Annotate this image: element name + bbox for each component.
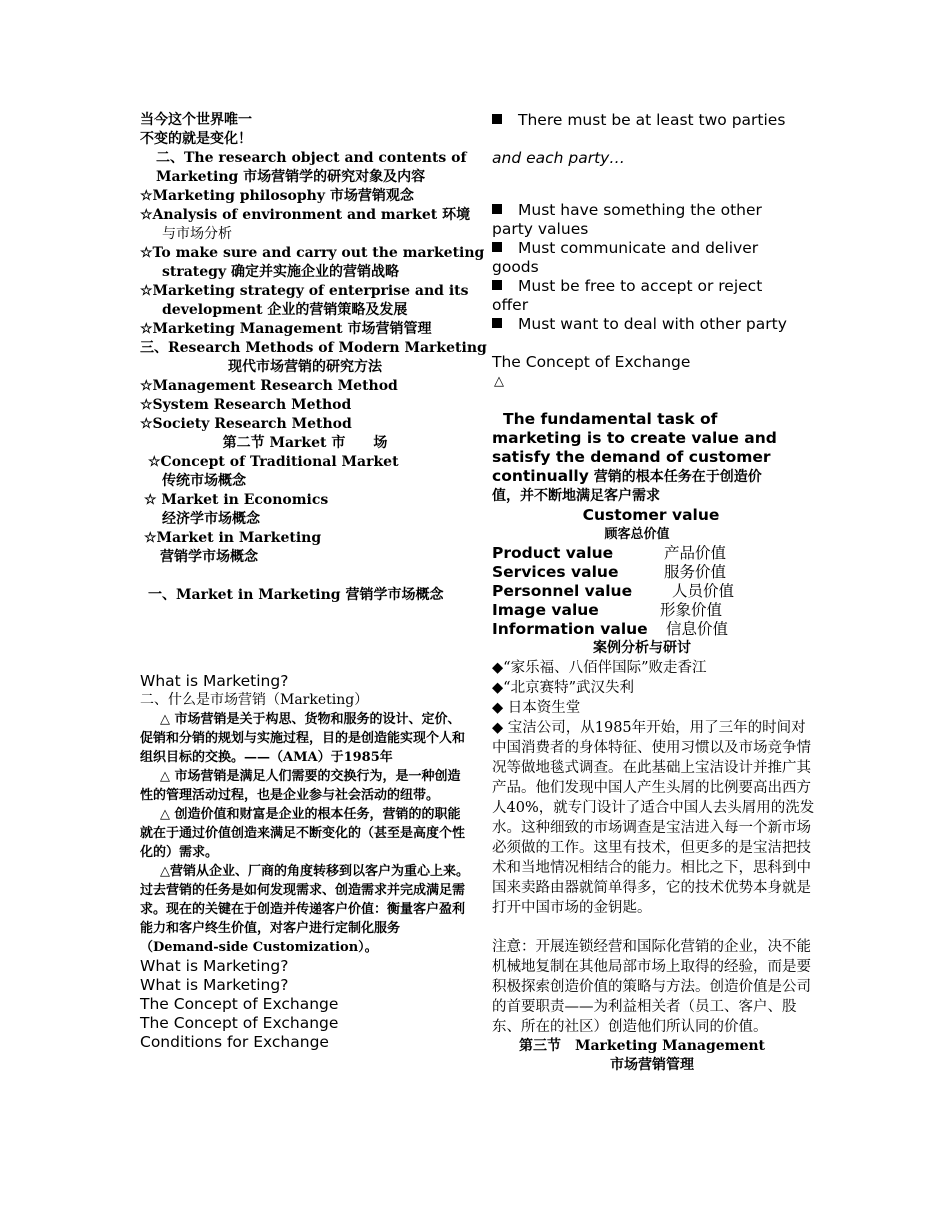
section3-management-cn: 市场营销管理 bbox=[610, 1057, 694, 1073]
market-concept: ☆ Market in Economics bbox=[144, 492, 329, 508]
section-market-title: 第二节 Market 市 场 bbox=[222, 435, 388, 451]
task-line: marketing is to create value and bbox=[492, 429, 777, 447]
condition-item-cont: offer bbox=[492, 296, 529, 314]
section3-management-title: 第三节 Marketing Management bbox=[518, 1038, 766, 1054]
task-line: continually 营销的根本任务在于创造价 bbox=[492, 467, 762, 485]
value-row: Services value 服务价值 bbox=[492, 563, 727, 581]
footer-line: The Concept of Exchange bbox=[140, 1014, 339, 1032]
method-item: ☆System Research Method bbox=[140, 397, 352, 413]
value-row: Information value 信息价值 bbox=[492, 620, 729, 638]
list-item-cont: 与市场分析 bbox=[162, 226, 232, 242]
customer-value-title: Customer value bbox=[582, 506, 720, 524]
case-title: 案例分析与研讨 bbox=[593, 640, 691, 656]
value-row: Product value 产品价值 bbox=[492, 544, 727, 562]
list-item: ☆Marketing Management 市场营销管理 bbox=[140, 321, 432, 337]
section2-title: 二、The research object and contents of bbox=[156, 150, 467, 166]
section3-subtitle: 现代市场营销的研究方法 bbox=[228, 359, 382, 375]
list-item-cont: strategy 确定并实施企业的营销战略 bbox=[162, 264, 399, 280]
list-item: ☆To make sure and carry out the marketing bbox=[140, 245, 485, 261]
market-concept-cn: 传统市场概念 bbox=[162, 473, 246, 489]
market-concept: ☆Market in Marketing bbox=[144, 530, 322, 546]
square-bullet-icon bbox=[492, 280, 502, 290]
value-row: Personnel value 人员价值 bbox=[492, 582, 735, 600]
square-bullet-icon bbox=[492, 114, 502, 124]
condition-item: Must have something the other bbox=[492, 201, 817, 220]
definition-3: △ 创造价值和财富是企业的根本任务，营销的的职能就在于通过价值创造来满足不断变化的（甚至是高度个性化的）需求。 bbox=[140, 807, 466, 860]
what-is-marketing: What is Marketing? bbox=[140, 672, 289, 690]
list-item-cont: development 企业的营销策略及发展 bbox=[162, 302, 408, 318]
left-column bbox=[140, 111, 487, 1052]
square-bullet-icon bbox=[492, 242, 502, 252]
list-item: ☆Analysis of environment and market 环境 bbox=[140, 207, 471, 223]
value-row: Image value 形象价值 bbox=[492, 601, 723, 619]
condition-item: Must communicate and deliver bbox=[492, 239, 817, 258]
concept-exchange: The Concept of Exchange bbox=[492, 353, 691, 371]
definition-1: △ 市场营销是关于构思、货物和服务的设计、定价、促销和分销的规划与实施过程，目的是创造能实现个人和组织目标的交换。——（AMA）于1985年 bbox=[140, 712, 466, 765]
intro-line: 不变的就是变化！ bbox=[140, 131, 252, 147]
each-party: and each party… bbox=[492, 149, 625, 167]
section2-title: Marketing 市场营销学的研究对象及内容 bbox=[156, 169, 426, 185]
condition-item: Must be free to accept or reject bbox=[492, 277, 817, 296]
list-item: ☆Marketing strategy of enterprise and its bbox=[140, 283, 469, 299]
section3-title: 三、Research Methods of Modern Marketing bbox=[140, 340, 487, 356]
footer-line: What is Marketing? bbox=[140, 976, 289, 994]
definition-2: △ 市场营销是满足人们需要的交换行为，是一种创造性的管理活动过程，也是企业参与社会活动的纽带。 bbox=[140, 769, 461, 803]
task-line: The fundamental task of bbox=[503, 410, 718, 428]
customer-value-cn: 顾客总价值 bbox=[604, 527, 670, 542]
footer-line: Conditions for Exchange bbox=[140, 1033, 329, 1051]
market-concept-cn: 营销学市场概念 bbox=[160, 549, 258, 565]
case-item: ◆ 日本资生堂 bbox=[492, 700, 581, 716]
definition-4: △营销从企业、厂商的角度转移到以客户为重心上来。过去营销的任务是如何发现需求、创造需求并完成满足需求。现在的关键在于创造并传递客户价值：衡量客户盈利能力和客户终生价值，对客户进行定制化服务（Demand-side Customization）。 bbox=[140, 864, 469, 955]
task-line-cn: 值，并不断地满足客户需求 bbox=[492, 488, 660, 504]
square-bullet-icon bbox=[492, 318, 502, 328]
condition-item: Must want to deal with other party bbox=[492, 315, 817, 334]
market-heading: 一、Market in Marketing 营销学市场概念 bbox=[148, 587, 444, 603]
footer-line: The Concept of Exchange bbox=[140, 995, 339, 1013]
what-marketing-title: 二、什么是市场营销（Marketing） bbox=[140, 692, 369, 708]
right-column bbox=[492, 111, 817, 1075]
condition-item-cont: party values bbox=[492, 220, 589, 238]
condition-item-cont: goods bbox=[492, 258, 539, 276]
method-item: ☆Management Research Method bbox=[140, 378, 398, 394]
market-concept: ☆Concept of Traditional Market bbox=[148, 454, 399, 470]
note-paragraph: 注意：开展连锁经营和国际化营销的企业，决不能机械地复制在其他局部市场上取得的经验，而是要积极探索创造价值的策略与方法。创造价值是公司的首要职责——为利益相关者（员工、客户、股东、所在的社区）创造他们所认同的价值。 bbox=[492, 939, 811, 1035]
market-concept-cn: 经济学市场概念 bbox=[162, 511, 260, 527]
triangle-icon: △ bbox=[494, 374, 504, 389]
square-bullet-icon bbox=[492, 204, 502, 214]
list-item: ☆Marketing philosophy 市场营销观念 bbox=[140, 188, 414, 204]
case-item: ◆“北京赛特”武汉失利 bbox=[492, 680, 634, 696]
footer-line: What is Marketing? bbox=[140, 957, 289, 975]
task-line: satisfy the demand of customer bbox=[492, 448, 771, 466]
method-item: ☆Society Research Method bbox=[140, 416, 352, 432]
intro-line: 当今这个世界唯一 bbox=[140, 112, 252, 128]
case-item: ◆“家乐福、八佰伴国际”败走香江 bbox=[492, 660, 707, 676]
pg-case-paragraph: ◆ 宝洁公司，从1985年开始，用了三年的时间对中国消费者的身体特征、使用习惯以及市场竞争情况等做地毯式调查。在此基础上宝洁设计并推广其产品。他们发现中国人产生头屑的比例要高出西方人40%，就专门设计了适合中国人去头屑用的洗发水。这种细致的市场调查是宝洁进入每一个新市场必须做的工作。这里有技术，但更多的是宝洁把技术和当地情况相结合的能力。相比之下，思科到中国来卖路由器就简单得多，它的技术优势本身就是打开中国市场的金钥匙。 bbox=[492, 720, 815, 916]
two-parties-item: There must be at least two parties bbox=[492, 111, 817, 130]
